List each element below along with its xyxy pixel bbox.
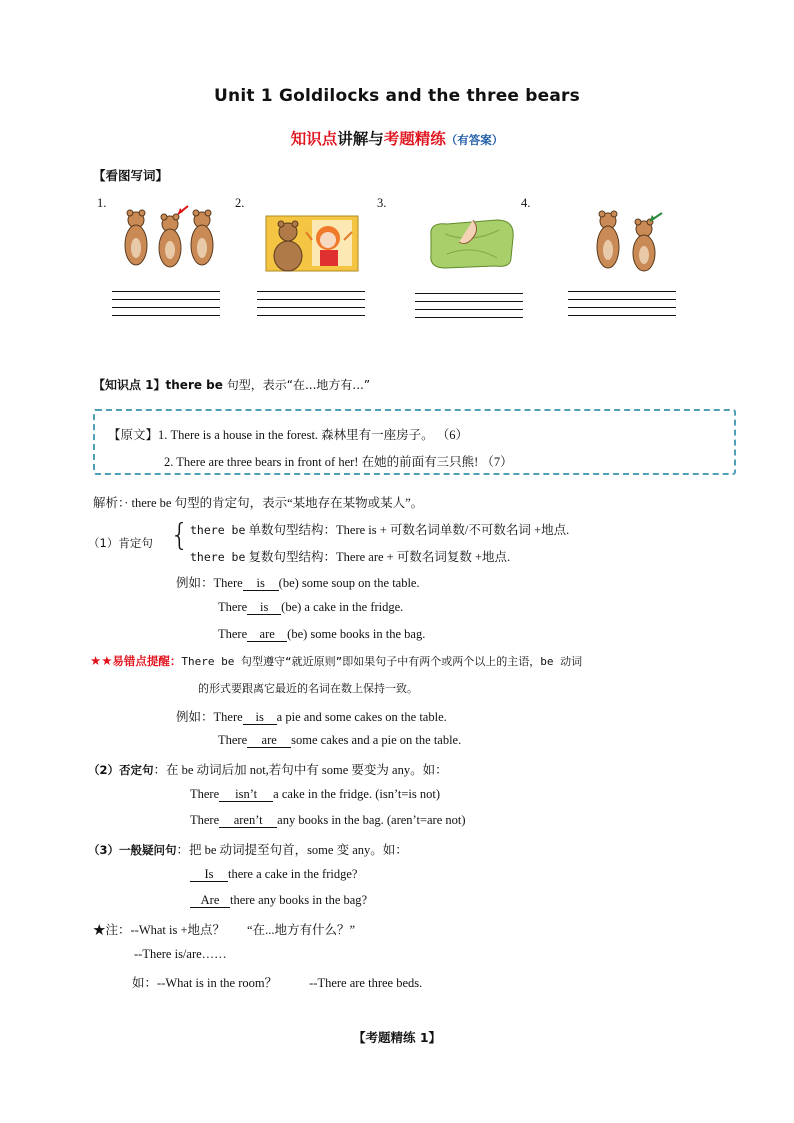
brace-icon: { — [170, 518, 190, 553]
item-number: 3. — [377, 196, 387, 210]
practice-heading: 【考题精练 1】 — [352, 1030, 442, 1045]
affirm-label: （1）肯定句 — [88, 536, 153, 550]
page-subtitle — [0, 127, 794, 149]
box-text-1: 1. There is a house in the forest. 森林里有一座房子。 （6） — [158, 428, 469, 442]
note-text-3b: --There are three beds. — [309, 976, 423, 990]
answer-lines-3[interactable] — [415, 293, 523, 325]
example-pre: There — [218, 627, 248, 641]
tip-text-1: There be 句型遵守“就近原则”即如果句子中有两个或两个以上的主语，be 动词 — [181, 655, 583, 668]
affirm-example-1 — [176, 573, 420, 591]
star-icon: ★★ — [90, 654, 113, 668]
negative-label: （2）否定句 — [88, 763, 154, 777]
negative-desc: ：在 be 动词后加 not,若句中有 some 要变为 any。如： — [153, 763, 448, 777]
example-answer: is — [243, 711, 277, 725]
rule1-term: there be — [190, 523, 246, 537]
eg-label: 例如： — [176, 576, 214, 590]
example-answer: aren’t — [219, 814, 277, 828]
example-pre: There — [190, 787, 220, 801]
question-label: （3）一般疑问句 — [88, 843, 177, 857]
affirm-example-2 — [218, 600, 403, 615]
rule2-term: there be — [190, 550, 246, 564]
box-line-1 — [108, 425, 468, 443]
tip-line-1 — [90, 653, 582, 669]
example-pre: There — [218, 600, 248, 614]
affirm-rule-1 — [190, 520, 569, 538]
subtitle-part1: 知识点 — [290, 130, 338, 148]
example-answer: is — [247, 601, 281, 615]
subtitle-note: （有答案） — [445, 133, 504, 147]
example-post: (be) a cake in the fridge. — [281, 600, 404, 614]
example-answer: isn’t — [219, 788, 273, 802]
example-post: a cake in the fridge. (isn’t=is not) — [273, 787, 440, 801]
rule1-text: 单数句型结构：There is + 可数名词单数/不可数名词 +地点. — [245, 523, 570, 537]
example-answer: Are — [190, 894, 230, 908]
example-post: there any books in the bag? — [230, 893, 368, 907]
three-bears-arrow-icon — [118, 200, 223, 275]
tip-text-2: 的形式要跟离它最近的名词在数上保持一致。 — [198, 682, 418, 695]
affirm-example-3 — [218, 627, 425, 642]
example-post: a pie and some cakes on the table. — [276, 710, 447, 724]
box-tag: 【原文】 — [108, 427, 159, 442]
item-number: 2. — [235, 196, 245, 210]
note-text-1b: “在...地方有什么？” — [247, 923, 356, 937]
example-post: (be) some soup on the table. — [278, 576, 420, 590]
knowledge1-heading-desc: 句型，表示“在...地方有...” — [222, 378, 371, 392]
rule2-text: 复数句型结构：There are + 可数名词复数 +地点. — [245, 550, 511, 564]
affirm-rule-2 — [190, 547, 510, 565]
example-pre: There — [213, 576, 243, 590]
picture-words-heading: 【看图写词】 — [93, 168, 169, 183]
tip-example-1 — [176, 707, 447, 725]
answer-lines-2[interactable] — [257, 291, 365, 323]
knowledge1-heading-term: there be — [165, 378, 223, 392]
tip-example-2 — [218, 733, 461, 748]
bear-and-girl-icon — [262, 210, 362, 275]
subtitle-part3: 考题精练 — [383, 130, 446, 148]
negative-heading — [88, 760, 448, 778]
example-answer: Is — [190, 868, 228, 882]
example-post: some cakes and a pie on the table. — [291, 733, 462, 747]
example-post: (be) some books in the bag. — [287, 627, 426, 641]
tip-label: 易错点提醒： — [112, 654, 182, 668]
knowledge1-heading-tag: 【知识点 1】 — [93, 378, 166, 392]
note-text-3a: 如：--What is in the room？ — [132, 976, 278, 990]
eg-label: 例如： — [176, 710, 214, 724]
example-pre: There — [190, 813, 220, 827]
answer-lines-4[interactable] — [568, 291, 676, 323]
soft-pillow-icon — [425, 214, 520, 272]
question-example-2 — [190, 893, 367, 908]
item-number: 1. — [97, 196, 107, 210]
example-answer: is — [243, 577, 279, 591]
note-line-1 — [93, 920, 355, 938]
question-heading — [88, 840, 408, 858]
question-example-1 — [190, 867, 357, 882]
knowledge1-heading — [93, 376, 370, 393]
note-line-2: --There is/are…… — [134, 947, 227, 961]
box-line-2: 2. There are three bears in front of her! 在她的前面有三只熊! （7） — [164, 455, 513, 469]
two-bears-arrow-icon — [592, 203, 672, 275]
note-text-1a: ★注：--What is +地点？ — [93, 923, 226, 937]
example-answer: are — [247, 628, 287, 642]
question-desc: ：把 be 动词提至句首，some 变 any。如： — [176, 843, 408, 857]
subtitle-part2: 讲解与 — [337, 130, 384, 148]
analysis-text: 解析：· there be 句型的肯定句，表示“某地存在某物或某人”。 — [93, 496, 424, 510]
item-number: 4. — [521, 196, 531, 210]
page-title: Unit 1 Goldilocks and the three bears — [214, 86, 580, 106]
answer-lines-1[interactable] — [112, 291, 220, 323]
negative-example-2 — [190, 813, 466, 828]
example-post: any books in the bag. (aren’t=are not) — [277, 813, 466, 827]
negative-example-1 — [190, 787, 440, 802]
example-answer: are — [247, 734, 291, 748]
example-pre: There — [213, 710, 243, 724]
example-pre: There — [218, 733, 248, 747]
note-line-3 — [132, 973, 422, 991]
example-post: there a cake in the fridge? — [228, 867, 358, 881]
